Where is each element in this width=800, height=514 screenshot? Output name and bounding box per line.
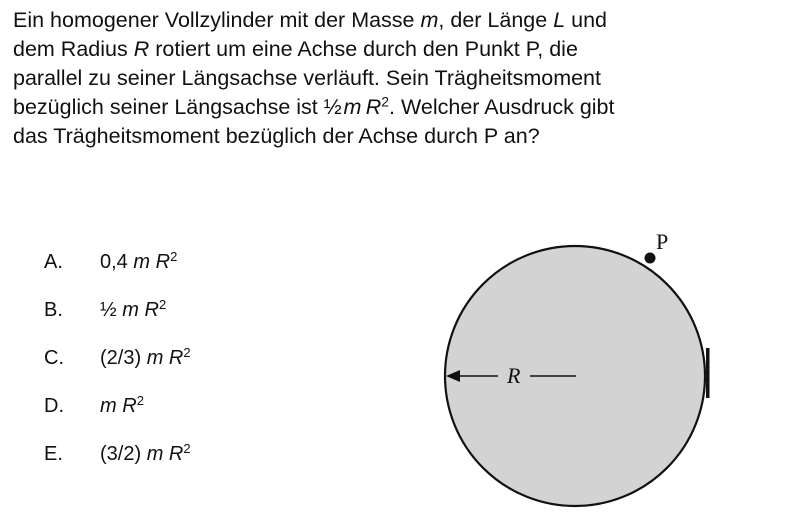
text-segment: rotiert um eine Achse durch den Punkt P, die <box>149 37 578 61</box>
option-coefficient: ½ <box>100 298 117 321</box>
question-line-4 <box>13 93 793 122</box>
mass-symbol: m <box>100 394 117 417</box>
mass-symbol: m <box>420 8 439 32</box>
text-segment: dem Radius <box>13 37 134 61</box>
text-segment: das Trägheitsmoment bezüglich der Achse durch P an? <box>13 124 540 148</box>
option-letter: E. <box>44 442 63 465</box>
option-letter: B. <box>44 298 63 321</box>
mass-symbol: m <box>343 95 362 119</box>
option-e[interactable] <box>44 430 191 478</box>
cylinder-figure <box>430 222 730 512</box>
radius-symbol: R <box>144 298 159 321</box>
radius-symbol: R <box>365 95 382 119</box>
mass-symbol: m <box>133 250 151 273</box>
option-d[interactable] <box>44 382 191 430</box>
text-segment: und <box>565 8 608 32</box>
exponent: 2 <box>158 296 167 312</box>
cylinder-edge-mark <box>706 348 710 398</box>
option-c[interactable] <box>44 334 191 382</box>
question-line-3 <box>13 64 793 93</box>
radius-symbol: R <box>168 346 184 369</box>
radius-symbol: R <box>133 37 150 61</box>
option-letter: A. <box>44 250 63 273</box>
option-expression <box>100 392 144 418</box>
option-expression <box>100 248 178 274</box>
exponent: 2 <box>183 440 191 456</box>
question-text <box>13 6 793 151</box>
option-expression <box>100 296 167 322</box>
radius-symbol: R <box>122 394 137 417</box>
exponent: 2 <box>183 344 191 360</box>
text-segment: bezüglich seiner Längsachse ist <box>13 95 324 119</box>
question-line-1 <box>13 6 793 35</box>
option-coefficient: (3/2) <box>100 442 142 465</box>
exponent: 2 <box>381 93 390 110</box>
exponent: 2 <box>170 248 178 264</box>
option-expression <box>100 344 191 370</box>
option-coefficient: (2/3) <box>100 346 142 369</box>
mass-symbol: m <box>146 442 164 465</box>
text-segment: Ein homogener Vollzylinder mit der Masse <box>13 8 421 32</box>
question-line-5 <box>13 122 793 151</box>
option-letter: D. <box>44 394 64 417</box>
text-segment: . Welcher Ausdruck gibt <box>389 95 615 119</box>
exponent: 2 <box>136 392 144 408</box>
text-segment: parallel zu seiner Längsachse verläuft. Sein Trägheitsmoment <box>13 66 601 90</box>
answer-options <box>44 238 191 478</box>
option-expression <box>100 440 191 466</box>
text-segment: , der Länge <box>438 8 554 32</box>
mass-symbol: m <box>122 298 139 321</box>
mass-symbol: m <box>146 346 164 369</box>
half-fraction: ½ <box>323 95 342 119</box>
option-b[interactable] <box>44 286 191 334</box>
radius-symbol: R <box>168 442 184 465</box>
option-a[interactable] <box>44 238 191 286</box>
cylinder-diagram <box>430 222 730 512</box>
length-symbol: L <box>553 8 566 32</box>
question-line-2 <box>13 35 793 64</box>
option-coefficient: 0,4 <box>100 250 128 273</box>
radius-symbol: R <box>155 250 171 273</box>
option-letter: C. <box>44 346 64 369</box>
point-p-marker <box>645 253 656 264</box>
point-p-label: P <box>656 229 669 254</box>
radius-label: R <box>507 363 521 388</box>
